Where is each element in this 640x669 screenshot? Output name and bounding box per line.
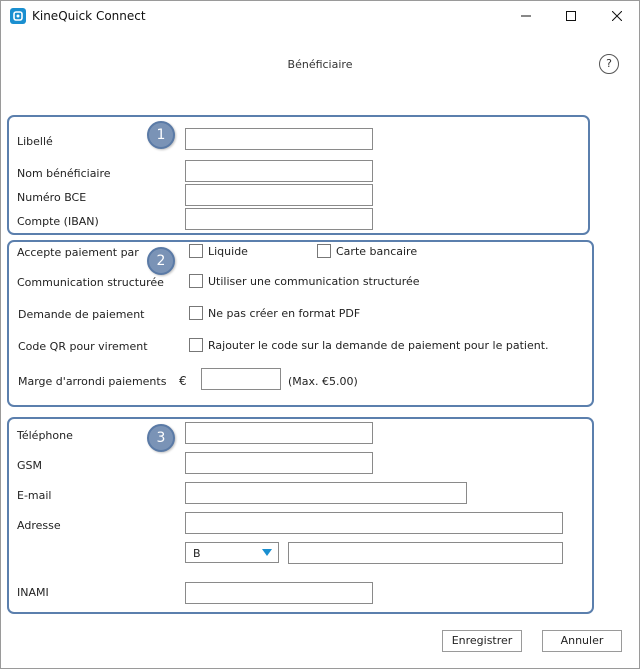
communication-label: Communication structurée xyxy=(17,276,164,289)
demande-paiement-label: Demande de paiement xyxy=(18,308,145,321)
country-select[interactable] xyxy=(185,542,279,563)
carte-bancaire-label: Carte bancaire xyxy=(336,245,418,258)
inami-input[interactable] xyxy=(185,582,373,604)
euro-symbol: € xyxy=(179,374,187,388)
liquide-label: Liquide xyxy=(208,245,248,258)
liquide-checkbox[interactable] xyxy=(189,244,203,258)
code-qr-label: Code QR pour virement xyxy=(18,340,148,353)
email-label: E-mail xyxy=(17,489,52,502)
iban-label: Compte (IBAN) xyxy=(17,215,99,228)
communication-checkbox[interactable] xyxy=(189,274,203,288)
section-badge-3: 3 xyxy=(147,424,175,452)
close-button[interactable] xyxy=(594,1,640,31)
libelle-label: Libellé xyxy=(17,135,53,148)
qr-option-label: Rajouter le code sur la demande de paiement pour le patient. xyxy=(208,339,549,352)
libelle-input[interactable] xyxy=(185,128,373,150)
telephone-input[interactable] xyxy=(185,422,373,444)
title-bar xyxy=(1,1,639,31)
maximize-button[interactable] xyxy=(548,1,594,31)
gsm-input[interactable] xyxy=(185,452,373,474)
nom-beneficiaire-label: Nom bénéficiaire xyxy=(17,167,111,180)
communication-option-label: Utiliser une communication structurée xyxy=(208,275,420,288)
minimize-button[interactable] xyxy=(503,1,549,31)
telephone-label: Téléphone xyxy=(17,429,73,442)
gsm-label: GSM xyxy=(17,459,42,472)
numero-bce-label: Numéro BCE xyxy=(17,191,87,204)
marge-arrondi-label: Marge d'arrondi paiements xyxy=(18,375,167,388)
adresse-input[interactable] xyxy=(185,512,563,534)
country-select-value: B xyxy=(193,547,201,560)
app-logo-icon xyxy=(10,8,26,24)
dialog-title: Bénéficiaire xyxy=(287,58,353,71)
inami-label: INAMI xyxy=(17,586,49,599)
nom-beneficiaire-input[interactable] xyxy=(185,160,373,182)
email-input[interactable] xyxy=(185,482,467,504)
iban-input[interactable] xyxy=(185,208,373,230)
pdf-checkbox[interactable] xyxy=(189,306,203,320)
close-icon xyxy=(612,11,622,21)
carte-bancaire-checkbox[interactable] xyxy=(317,244,331,258)
adresse-label: Adresse xyxy=(17,519,61,532)
section-badge-1: 1 xyxy=(147,121,175,149)
postal-city-input[interactable] xyxy=(288,542,563,564)
marge-hint: (Max. €5.00) xyxy=(288,375,358,388)
cancel-button[interactable]: Annuler xyxy=(542,630,622,652)
maximize-icon xyxy=(566,11,576,21)
section-badge-2: 2 xyxy=(147,247,175,275)
qr-checkbox[interactable] xyxy=(189,338,203,352)
window-title: KineQuick Connect xyxy=(32,9,146,23)
numero-bce-input[interactable] xyxy=(185,184,373,206)
pdf-option-label: Ne pas créer en format PDF xyxy=(208,307,361,320)
marge-arrondi-input[interactable] xyxy=(201,368,281,390)
minimize-icon xyxy=(521,11,531,21)
dropdown-arrow-icon xyxy=(262,549,272,556)
save-button[interactable]: Enregistrer xyxy=(442,630,522,652)
help-button[interactable]: ? xyxy=(599,54,619,74)
accepte-paiement-label: Accepte paiement par xyxy=(17,246,139,259)
